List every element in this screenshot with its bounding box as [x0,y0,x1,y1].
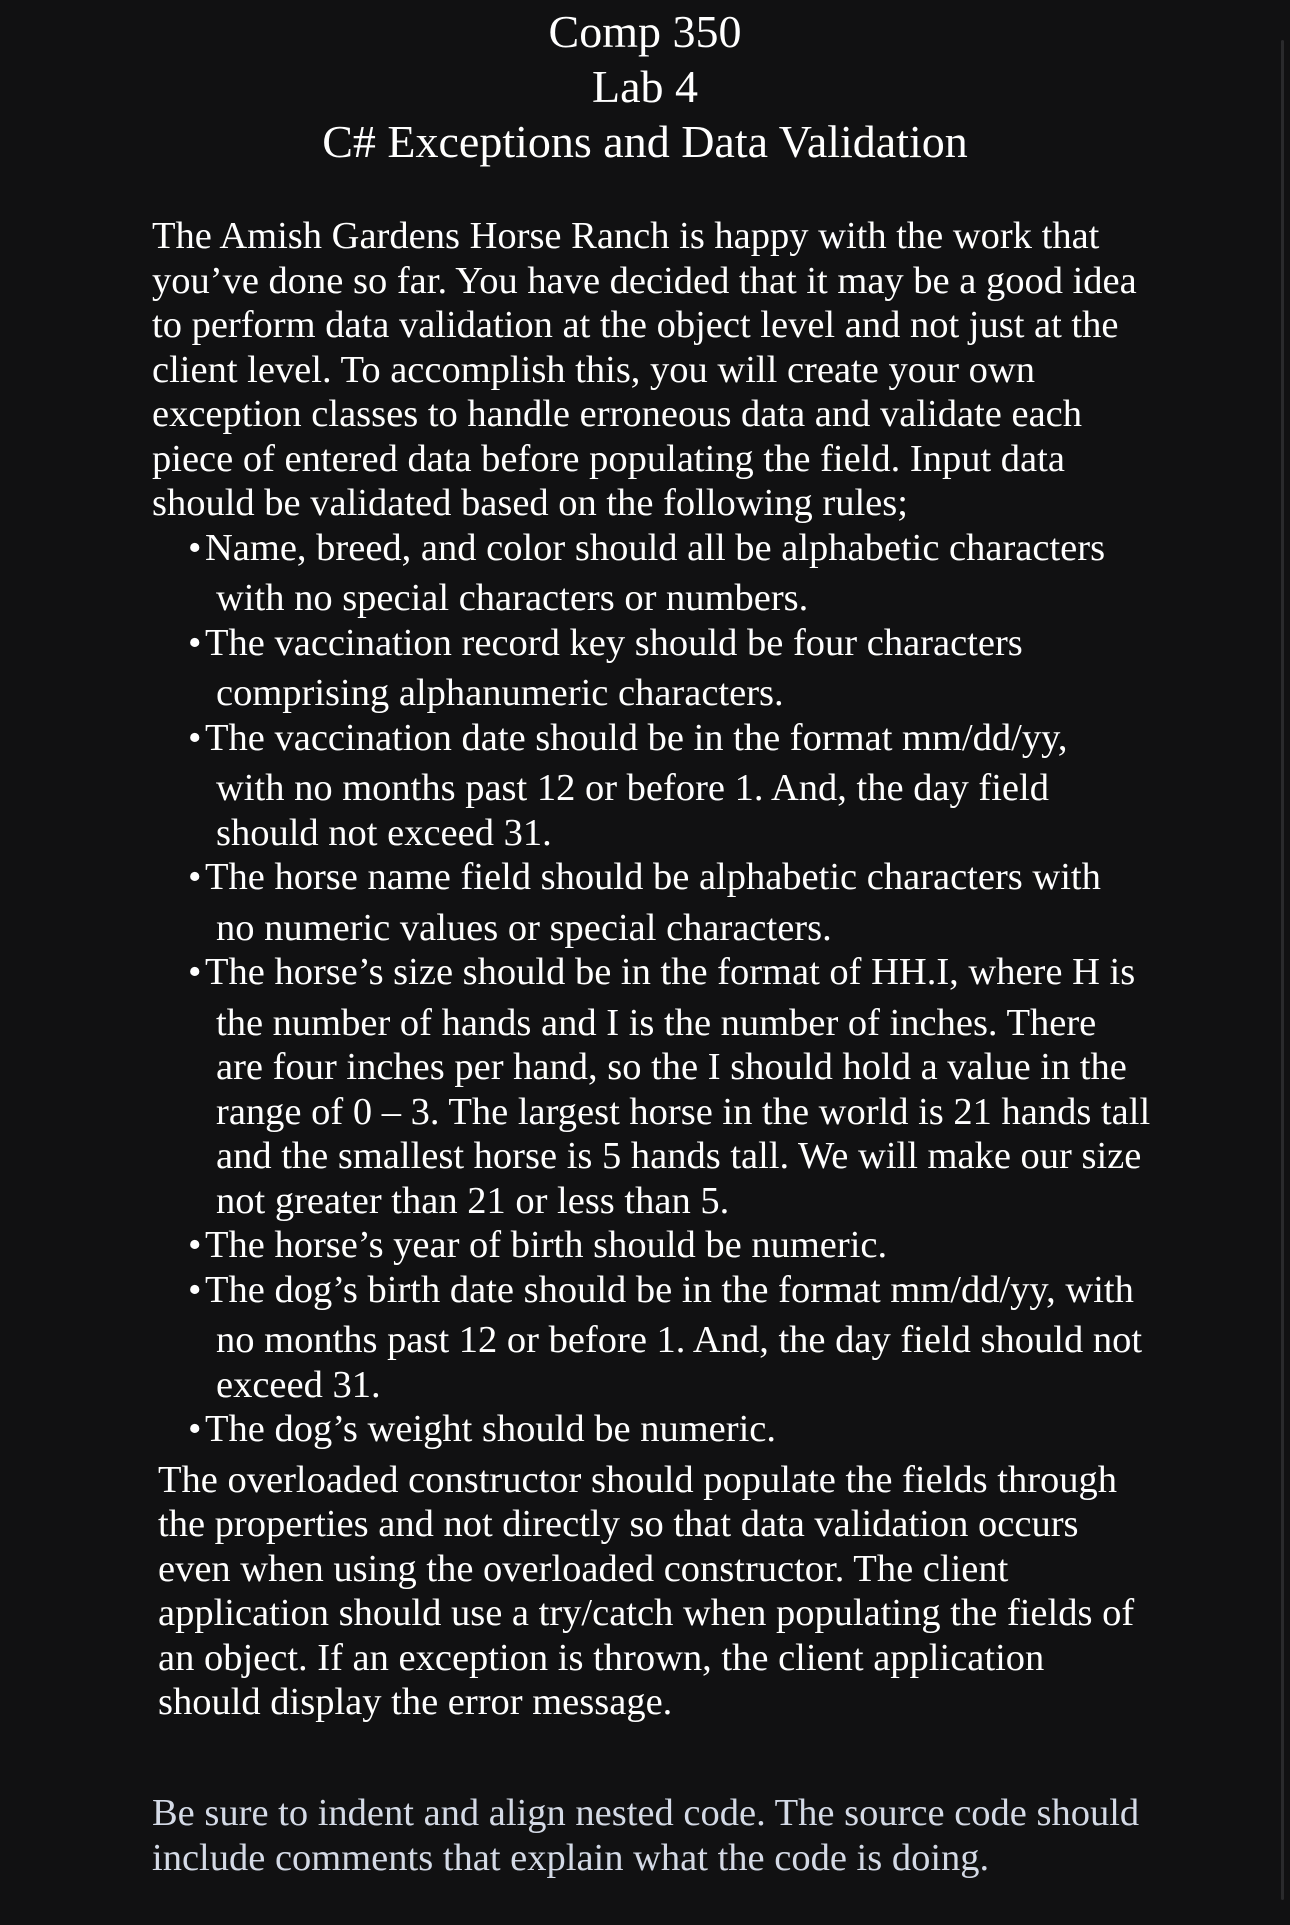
document-body [152,214,1152,1725]
scrollbar[interactable] [1281,40,1284,1900]
rule-text-continued: with no special characters or numbers. [216,577,809,619]
rule-item [152,716,1152,856]
rule-text-continued: no numeric values or special characters. [216,906,832,949]
rule-item [152,950,1152,1223]
intro-paragraph: The Amish Gardens Horse Ranch is happy with the work that you’ve done so far. You have decided that it may be a good idea to perform data validation at the object level and not just at the client level. To accomplish this, you will create your own exception classes to handle erroneous data and validate each piece of entered data before populating the field. Input data should be validated based on the following rules; [152,215,1137,524]
rule-text: The vaccination date should be in the format mm/dd/yy, [205,716,1068,759]
rule-text-continued: no months past 12 or before 1. And, the day field should not exceed 31. [216,1319,1143,1406]
closing-paragraph: The overloaded constructor should populate the fields through the properties and not directly so that data validation occurs even when using the overloaded constructor. The client application should use a try/catch when populating the fields of an object. If an exception is thrown, the client application should display the error message. [158,1458,1135,1723]
rule-text-continued: the number of hands and I is the number of inches. There are four inches per hand, so the I should hold a value in the range of 0 – 3. The largest horse in the world is 21 hands tall and the smallest horse is 5 hands tall. We will make our size not greater than 21 or less than 5. [216,1001,1151,1222]
rule-text: The horse’s size should be in the format of HH.I, where H is [205,951,1136,993]
rule-text: The horse’s year of birth should be numeric. [205,1224,888,1266]
rule-item [152,621,1152,716]
rule-text-continued: comprising alphanumeric characters. [216,672,784,714]
lab-title: C# Exceptions and Data Validation [322,116,968,167]
rule-item [152,855,1152,950]
course-name: Comp 350 [548,6,742,57]
rule-text: The vaccination record key should be four characters [205,621,1023,664]
rule-item [152,1223,1152,1268]
rule-text: Name, breed, and color should all be alphabetic characters [205,526,1106,569]
lab-number: Lab 4 [591,61,698,112]
rule-text: The dog’s weight should be numeric. [205,1408,776,1450]
validation-rules-list [152,526,1152,1452]
rule-text: The horse name field should be alphabetic characters with [205,856,1101,898]
rule-item [152,1268,1152,1408]
rule-item [152,526,1152,621]
rule-text: The dog’s birth date should be in the format mm/dd/yy, with [205,1268,1134,1311]
code-style-note: Be sure to indent and align nested code. The source code should include comments that explain what the code is doing. [152,1792,1140,1879]
document-header [0,4,1290,169]
rule-text-continued: with no months past 12 or before 1. And, the day field should not exceed 31. [216,767,1049,854]
rule-item [152,1407,1152,1452]
